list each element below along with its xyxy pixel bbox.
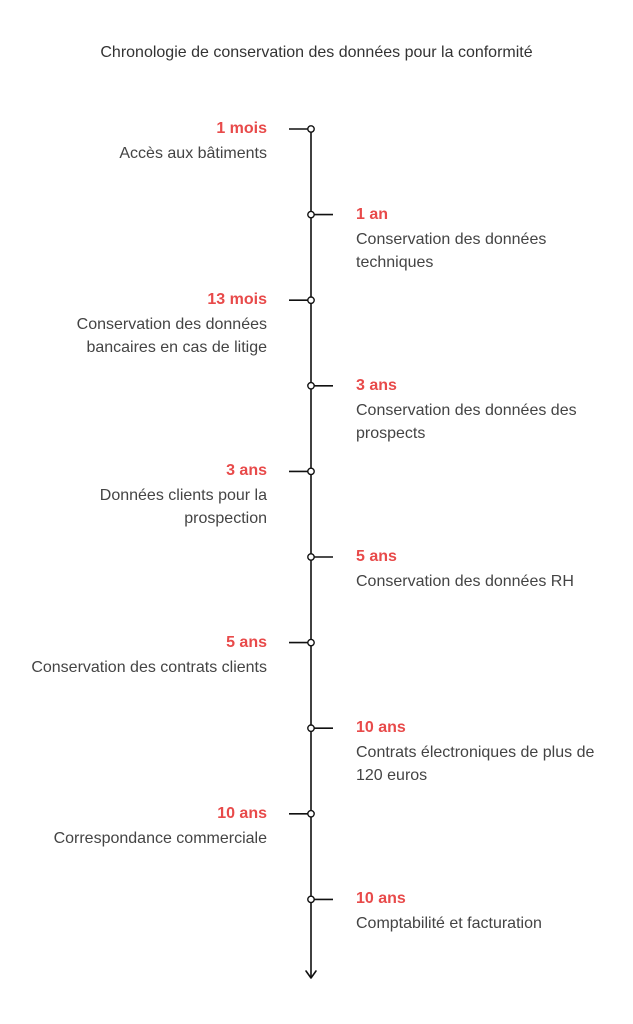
- event-period: 5 ans: [226, 633, 267, 651]
- event-period: 10 ans: [356, 719, 406, 737]
- timeline-node: [308, 126, 314, 132]
- event-period: 13 mois: [207, 291, 267, 309]
- event-description: Conservation des données techniques: [356, 230, 547, 271]
- event-description: Comptabilité et facturation: [356, 915, 542, 933]
- diagram-title: Chronologie de conservation des données pour la conformité: [100, 44, 533, 61]
- event-description: Conservation des contrats clients: [31, 658, 267, 676]
- event-period: 1 an: [356, 205, 389, 223]
- event-description: Correspondance commerciale: [53, 829, 267, 847]
- event-description: Conservation des données RH: [356, 573, 574, 590]
- event-period: 3 ans: [356, 376, 397, 394]
- event-description: Données clients pour la prospection: [99, 487, 267, 528]
- event-description: Conservation des données des prospects: [356, 401, 577, 442]
- event-period: 10 ans: [217, 804, 267, 822]
- timeline-node: [308, 811, 314, 817]
- timeline-node: [308, 896, 314, 902]
- timeline-node: [308, 297, 314, 303]
- event-period: 5 ans: [356, 548, 397, 565]
- timeline-node: [308, 554, 314, 560]
- event-description: Accès aux bâtiments: [119, 145, 267, 162]
- timeline-node: [308, 639, 314, 645]
- event-period: 10 ans: [356, 890, 406, 908]
- timeline-node: [308, 211, 314, 217]
- timeline-node: [308, 468, 314, 474]
- timeline-node: [308, 383, 314, 389]
- event-description: Contrats électroniques de plus de 120 euros: [356, 744, 595, 785]
- timeline-node: [308, 725, 314, 731]
- event-description: Conservation des données bancaires en cas de litige: [76, 316, 267, 357]
- event-period: 3 ans: [226, 462, 267, 480]
- event-period: 1 mois: [216, 120, 267, 137]
